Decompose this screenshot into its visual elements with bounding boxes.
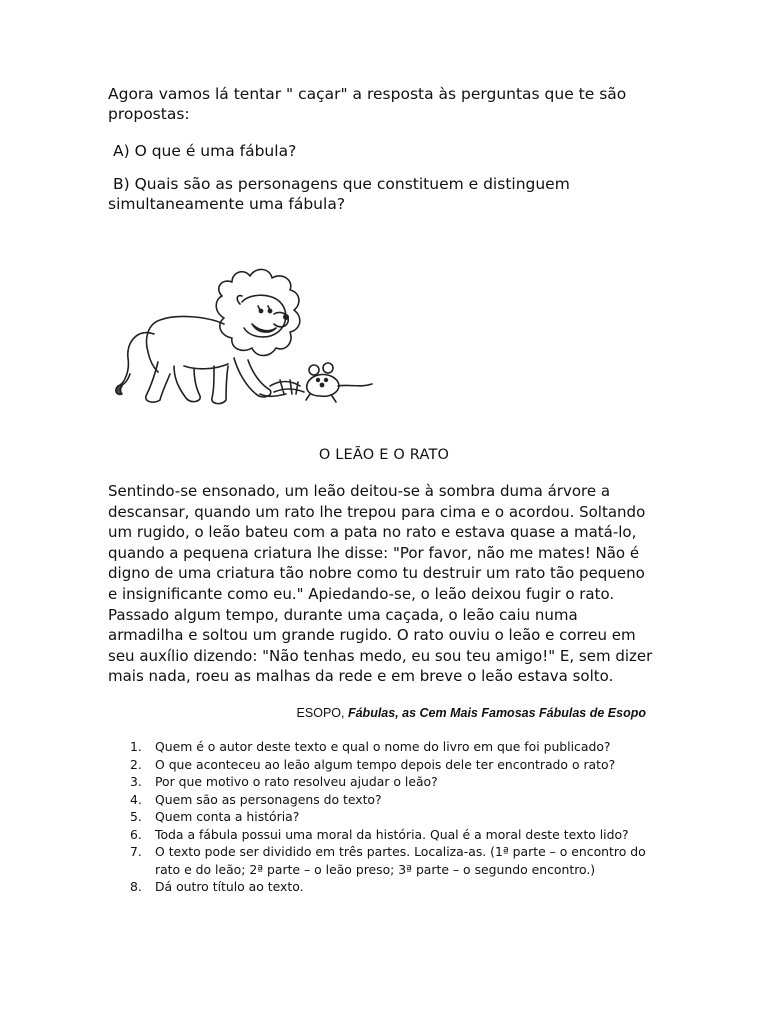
list-item-text: Quem conta a história? (155, 809, 300, 824)
list-item (130, 756, 650, 774)
list-item-number: 5. (130, 809, 142, 824)
list-item (130, 826, 650, 844)
lion-and-mouse-illustration (110, 262, 380, 417)
list-item (130, 878, 650, 896)
list-item-number: 2. (130, 756, 142, 772)
fable-title: O LEÃO E O RATO (318, 447, 450, 463)
list-item (130, 773, 650, 791)
question-list (130, 738, 650, 896)
intro-section (108, 84, 668, 214)
list-item (130, 738, 650, 756)
list-item-number: 7. (130, 844, 142, 859)
source-author: ESOPO (296, 706, 342, 720)
question-a: A) O que é uma fábula? (113, 142, 297, 160)
source-separator: , (341, 706, 348, 720)
source-citation (297, 706, 646, 720)
list-item (130, 791, 650, 809)
list-item-text: Por que motivo o rato resolveu ajudar o leão? (155, 774, 438, 789)
mouse-drawing (306, 363, 372, 402)
list-item (130, 808, 650, 826)
lion-drawing (116, 269, 300, 403)
list-item-text: O que aconteceu ao leão algum tempo depois dele ter encontrado o rato? (155, 756, 616, 772)
list-item-text: Dá outro título ao texto. (155, 879, 304, 894)
list-item (130, 843, 650, 878)
source-book: Fábulas, as Cem Mais Famosas Fábulas de Esopo (347, 706, 646, 720)
list-item-text: Quem é o autor deste texto e qual o nome do livro em que foi publicado? (155, 739, 611, 754)
list-item-text: Toda a fábula possui uma moral da história. Qual é a moral deste texto lido? (155, 826, 629, 842)
list-item-number: 4. (130, 791, 142, 807)
list-item-number: 1. (130, 739, 142, 754)
list-item-number: 6. (130, 826, 142, 842)
fable-text: Sentindo-se ensonado, um leão deitou-se à sombra duma árvore a descansar, quando um rato lhe trepou para cima e o acordou. Soltando um rugido, o leão bateu com a pata no rato e estava quase a matá-lo, quando a pequena criatura lhe disse: "Por favor, não me mates! Não é digno de uma criatura tão nobre como tu destruir um rato tão pequeno e insignificante como eu." Apiedando-se, o leão deixou fugir o rato. Passado algum tempo, durante uma caçada, o leão caiu numa armadilha e soltou um grande rugido. O rato ouviu o leão e correu em seu auxílio dizendo: "Não tenhas medo, eu sou teu amigo!" E, sem dizer mais nada, roeu as malhas da rede e em breve o leão estava solto. (108, 482, 653, 686)
intro-lead: Agora vamos lá tentar " caçar" a resposta às perguntas que te são propostas: (108, 85, 627, 123)
list-item-text: O texto pode ser dividido em três partes. Localiza-as. (1ª parte – o encontro do rato e do leão; 2ª parte – o leão preso; 3ª parte – o segundo encontro.) (155, 844, 646, 877)
list-item-number: 3. (130, 774, 142, 789)
question-b: B) Quais são as personagens que constituem e distinguem simultaneamente uma fábula? (108, 175, 570, 213)
list-item-text: Quem são as personagens do texto? (155, 791, 382, 807)
list-item-number: 8. (130, 879, 142, 894)
